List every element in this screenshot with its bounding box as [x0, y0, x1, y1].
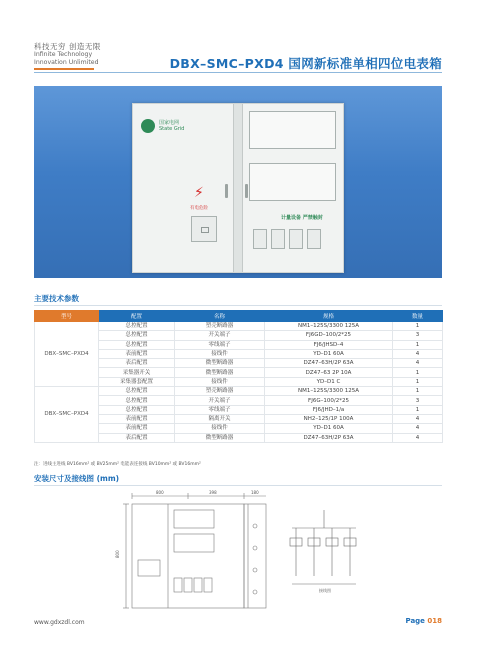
- meter-slot: [174, 510, 214, 528]
- spec-cell: YD–D1 60A: [265, 349, 393, 358]
- config-cell: 总控配置: [99, 340, 175, 349]
- name-cell: 塑壳断路器: [175, 387, 265, 396]
- installation-diagrams: [34, 488, 442, 610]
- qty-cell: 4: [393, 414, 443, 423]
- meter-box-illustration: [132, 103, 344, 273]
- spec-cell: YD–D1 C: [265, 377, 393, 386]
- state-grid-logo-icon: [141, 119, 155, 133]
- door-divider: [233, 104, 243, 272]
- config-cell: 总控配置: [99, 322, 175, 331]
- config-cell: 总控配置: [99, 405, 175, 414]
- qty-cell: 1: [393, 322, 443, 331]
- spec-cell: FJ6/JHSD–4: [265, 340, 393, 349]
- spec-cell: DZ47–63H/2P 63A: [265, 359, 393, 368]
- page-label: Page: [405, 617, 425, 625]
- title-divider: [34, 72, 442, 73]
- name-cell: 零线端子: [175, 405, 265, 414]
- logo-text-en: State Grid: [159, 126, 185, 132]
- danger-warning-text: 有电危险: [190, 206, 208, 211]
- logo-text-cn: 国家电网: [159, 120, 180, 126]
- config-cell: 表前配置: [99, 424, 175, 433]
- model-cell: DBX–SMC–PXD4: [35, 387, 99, 443]
- specs-header-row: [35, 311, 443, 322]
- qty-cell: 1: [393, 340, 443, 349]
- qty-cell: 4: [393, 433, 443, 442]
- name-cell: 接线件: [175, 377, 265, 386]
- breaker-slot: [289, 229, 303, 249]
- config-cell: 表后配置: [99, 433, 175, 442]
- page-number: 018: [427, 617, 442, 625]
- box-outline: [132, 504, 244, 608]
- page-title: DBX–SMC–PXD4 国网新标准单相四位电表箱: [169, 56, 442, 71]
- model-cell: DBX–SMC–PXD4: [35, 322, 99, 387]
- meter-window-middle: [249, 163, 336, 201]
- dim-height: 800: [115, 550, 120, 558]
- viewing-window: [138, 560, 160, 576]
- footer-website: www.gdxzdl.com: [34, 619, 85, 626]
- name-cell: 接线件: [175, 424, 265, 433]
- config-cell: 表前配置: [99, 349, 175, 358]
- breaker-slot: [271, 229, 285, 249]
- viewing-window: [191, 216, 217, 242]
- name-cell: 接线件: [175, 349, 265, 358]
- breaker: [174, 578, 182, 592]
- specs-heading-rule: [34, 305, 442, 306]
- slogan-underline: [34, 68, 94, 70]
- spec-cell: FJ6GD–100/2*25: [265, 331, 393, 340]
- breaker-slot: [253, 229, 267, 249]
- name-cell: 隔离开关: [175, 414, 265, 423]
- breaker: [184, 578, 192, 592]
- spec-cell: YD–D1 60A: [265, 424, 393, 433]
- config-cell: 总控配置: [99, 396, 175, 405]
- col-header-config: 配置: [99, 311, 175, 322]
- col-header-qty: 数量: [393, 311, 443, 322]
- lightning-bolt-icon: ⚡: [194, 185, 204, 201]
- company-slogan-en-line1: Infinite Technology: [34, 51, 93, 58]
- breaker: [194, 578, 202, 592]
- name-cell: 塑壳断路器: [175, 322, 265, 331]
- wiring-label: 接线图: [319, 588, 331, 593]
- right-door-handle: [245, 184, 248, 198]
- left-door-handle: [225, 184, 228, 198]
- state-grid-logo-text: [159, 120, 184, 132]
- qty-cell: 1: [393, 368, 443, 377]
- metering-seal-label: 计量设备 严禁触封: [281, 215, 323, 221]
- spec-cell: FJ6G–100/2*25: [265, 396, 393, 405]
- side-view-drawing: [244, 496, 266, 608]
- footer-page-number: [406, 617, 443, 625]
- breaker: [204, 578, 212, 592]
- meter-window-top: [249, 111, 336, 149]
- qty-cell: 1: [393, 377, 443, 386]
- col-header-name: 名称: [175, 311, 265, 322]
- config-cell: 总控配置: [99, 331, 175, 340]
- spec-cell: FJ6/JHD–1/a: [265, 405, 393, 414]
- wiring-diagram: [290, 510, 356, 584]
- front-view-drawing: [123, 493, 244, 608]
- qty-cell: 4: [393, 359, 443, 368]
- specs-table: [34, 310, 443, 443]
- spec-cell: NH2–125/1P 100A: [265, 414, 393, 423]
- install-heading: 安装尺寸及接线图 (mm): [34, 474, 120, 483]
- install-heading-rule: [34, 485, 442, 486]
- qty-cell: 1: [393, 387, 443, 396]
- specs-footnote: 注：进线主进线 BV16mm² 或 BV25mm² 电能表连接线 BV10mm² 或 BV16mm²: [34, 462, 201, 467]
- config-cell: 表后配置: [99, 359, 175, 368]
- spec-cell: NM1–125S/3300 125A: [265, 387, 393, 396]
- dim-width-2: 398: [209, 490, 217, 495]
- qty-cell: 4: [393, 424, 443, 433]
- qty-cell: 1: [393, 405, 443, 414]
- table-row: [35, 322, 443, 331]
- side-outline: [244, 504, 266, 608]
- qty-cell: 3: [393, 396, 443, 405]
- name-cell: 微型断路器: [175, 433, 265, 442]
- company-slogan-en-line2: Innovation Unlimited: [34, 59, 99, 66]
- table-row: [35, 387, 443, 396]
- config-cell: 总控配置: [99, 387, 175, 396]
- spec-cell: DZ47–63H/2P 63A: [265, 433, 393, 442]
- config-cell: 采集器开关: [99, 368, 175, 377]
- name-cell: 微型断路器: [175, 368, 265, 377]
- spec-cell: DZ47–63 2P 10A: [265, 368, 393, 377]
- config-cell: 采集器套配置: [99, 377, 175, 386]
- spec-cell: NM1–125S/3300 125A: [265, 322, 393, 331]
- breaker-slot: [307, 229, 321, 249]
- name-cell: 微型断路器: [175, 359, 265, 368]
- col-header-model: 型号: [35, 311, 99, 322]
- qty-cell: 4: [393, 349, 443, 358]
- qty-cell: 3: [393, 331, 443, 340]
- name-cell: 零线端子: [175, 340, 265, 349]
- company-slogan-cn: 科技无穷 创造无限: [34, 42, 101, 51]
- config-cell: 表前配置: [99, 414, 175, 423]
- name-cell: 开关端子: [175, 331, 265, 340]
- dim-depth: 180: [251, 490, 259, 495]
- window-latch: [201, 227, 209, 233]
- dim-width-1: 800: [156, 490, 164, 495]
- meter-slot: [174, 534, 214, 552]
- name-cell: 开关端子: [175, 396, 265, 405]
- specs-heading: 主要技术参数: [34, 294, 79, 303]
- col-header-spec: 规格: [265, 311, 393, 322]
